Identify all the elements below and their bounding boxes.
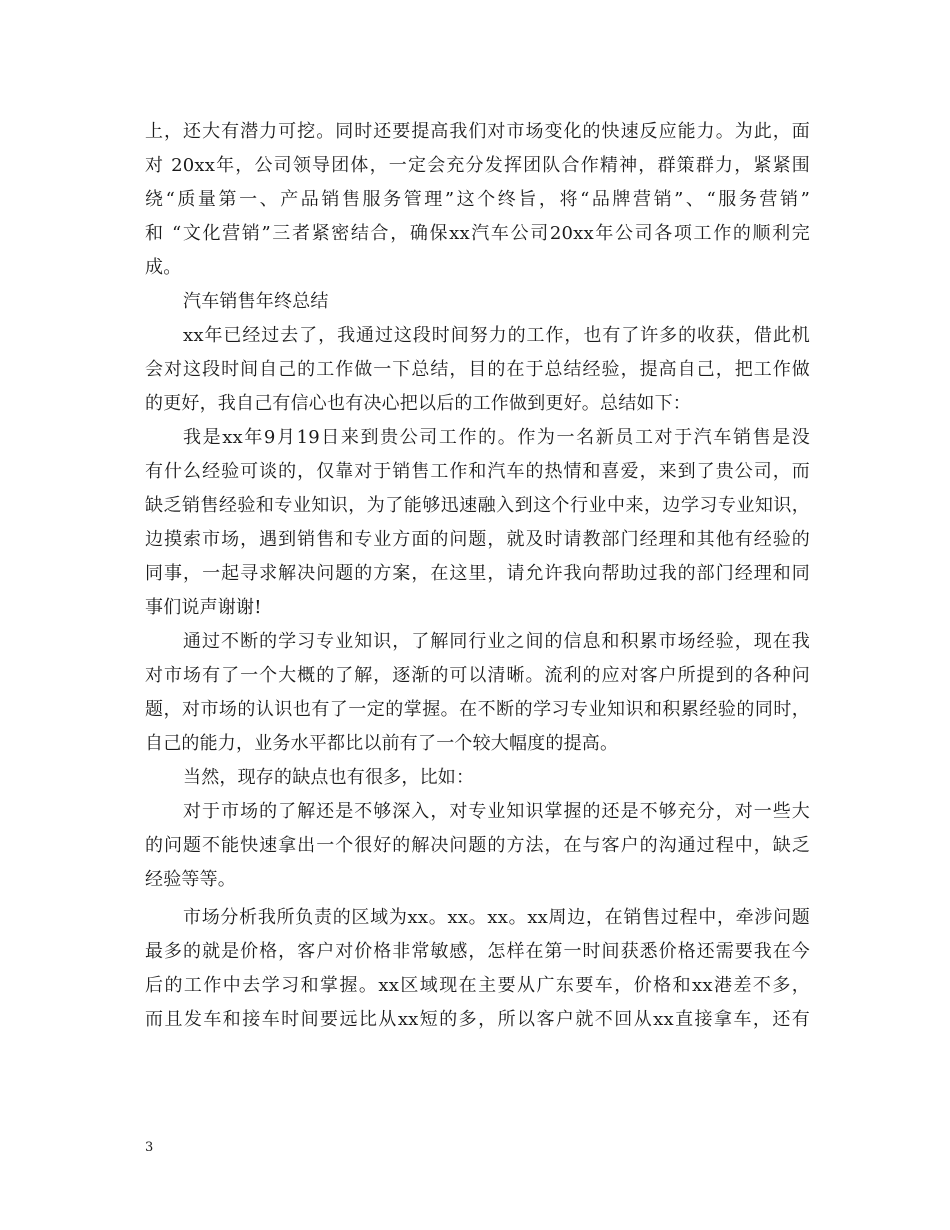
text-line: 同事，一起寻求解决问题的方案，在这里，请允许我向帮助过我的部门经理和同 bbox=[145, 563, 810, 584]
text-line: 缺乏销售经验和专业知识，为了能够迅速融入到这个行业中来，边学习专业知识， bbox=[145, 495, 810, 516]
text-line: 最多的就是价格，客户对价格非常敏感，怎样在第一时间获悉价格还需要我在今 bbox=[145, 941, 810, 962]
text-line: 和 “文化营销”三者紧密结合，确保xx汽车公司20xx年公司各项工作的顺利完 bbox=[145, 223, 810, 244]
text-line: 题，对市场的认识也有了一定的掌握。在不断的学习专业知识和积累经验的同时， bbox=[145, 699, 810, 720]
text-line: 通过不断的学习专业知识，了解同行业之间的信息和积累市场经验，现在我 bbox=[183, 631, 810, 652]
text-line: 会对这段时间自己的工作做一下总结，目的在于总结经验，提高自己，把工作做 bbox=[145, 359, 810, 380]
text-line: 成。 bbox=[145, 257, 182, 278]
text-line: 经验等等。 bbox=[145, 869, 236, 890]
text-line: 对市场有了一个大概的了解，逐渐的可以清晰。流利的应对客户所提到的各种问 bbox=[145, 665, 810, 686]
text-line: 边摸索市场，遇到销售和专业方面的问题，就及时请教部门经理和其他有经验的 bbox=[145, 529, 810, 550]
section-heading: 汽车销售年终总结 bbox=[183, 291, 329, 312]
text-line: 我是xx年9月19日来到贵公司工作的。作为一名新员工对于汽车销售是没 bbox=[183, 427, 810, 448]
text-line: 后的工作中去学习和掌握。xx区域现在主要从广东要车，价格和xx港差不多， bbox=[145, 975, 810, 996]
text-line: xx年已经过去了，我通过这段时间努力的工作，也有了许多的收获，借此机 bbox=[183, 325, 810, 346]
text-line: 当然，现存的缺点也有很多，比如： bbox=[183, 767, 475, 788]
text-line: 的更好，我自己有信心也有决心把以后的工作做到更好。总结如下： bbox=[145, 393, 691, 414]
text-line: 有什么经验可谈的，仅靠对于销售工作和汽车的热情和喜爱，来到了贵公司，而 bbox=[145, 461, 810, 482]
text-line: 上，还大有潜力可挖。同时还要提高我们对市场变化的快速反应能力。为此，面 bbox=[145, 121, 810, 142]
text-line: 绕“质量第一、产品销售服务管理”这个终旨，将“品牌营销”、“服务营销” bbox=[145, 189, 810, 210]
text-line: 市场分析我所负责的区域为xx。xx。xx。xx周边，在销售过程中，牵涉问题 bbox=[183, 907, 810, 928]
text-line: 事们说声谢谢! bbox=[145, 597, 262, 618]
page-number: 3 bbox=[145, 1140, 154, 1155]
text-line: 而且发车和接车时间要远比从xx短的多，所以客户就不回从xx直接拿车，还有 bbox=[145, 1009, 810, 1030]
text-line: 对于市场的了解还是不够深入，对专业知识掌握的还是不够充分，对一些大 bbox=[183, 801, 810, 822]
text-line: 自己的能力，业务水平都比以前有了一个较大幅度的提高。 bbox=[145, 733, 619, 754]
text-line: 的问题不能快速拿出一个很好的解决问题的方法，在与客户的沟通过程中，缺乏 bbox=[145, 835, 810, 856]
text-line: 对 20xx年，公司领导团体，一定会充分发挥团队合作精神，群策群力，紧紧围 bbox=[145, 155, 810, 176]
